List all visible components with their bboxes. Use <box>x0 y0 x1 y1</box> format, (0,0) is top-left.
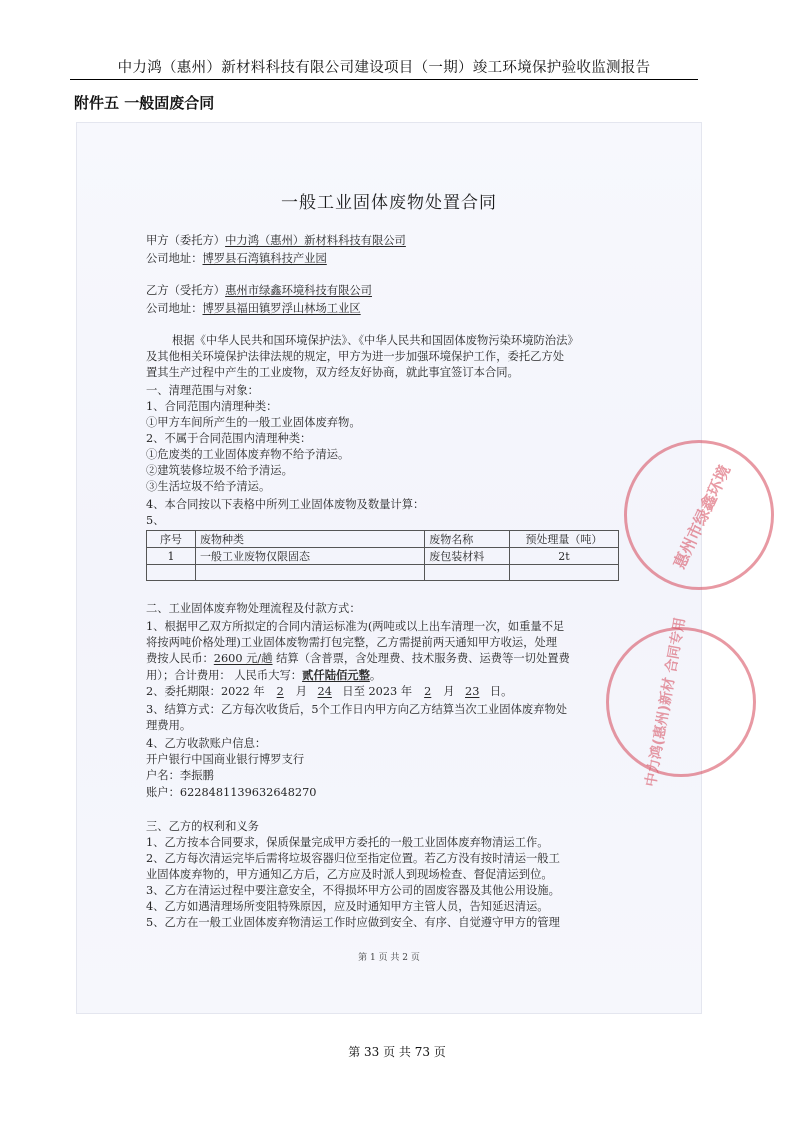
party-b-name: 惠州市绿鑫环境科技有限公司 <box>225 284 372 297</box>
fee-prefix: 费按人民币： <box>146 652 214 665</box>
settlement-line: 理费用。 <box>146 719 192 732</box>
col-header-name: 废物名称 <box>425 531 510 548</box>
term-day-end: 23 <box>465 685 480 698</box>
report-header: 中力鸿（惠州）新材料科技有限公司建设项目（一期）竣工环境保护验收监测报告 <box>117 60 651 76</box>
term-day-start: 24 <box>317 685 332 698</box>
section2-line: 1、根据甲乙双方所拟定的合同内清运标准为(两吨或以上出车清理一次，如重量不足 <box>146 620 565 633</box>
section1-item: ①危废类的工业固体废弃物不给予清运。 <box>146 448 350 461</box>
col-header-qty: 预处理量（吨） <box>509 531 618 548</box>
party-b-line <box>146 284 372 298</box>
fee-amount: 2600 元/趟 <box>213 652 273 665</box>
section1-item: 2、不属于合同范围内清理种类： <box>146 432 312 445</box>
term-month-start: 2 <box>276 685 284 698</box>
section3-item: 2、乙方每次清运完毕后需将垃圾容器归位至指定位置。若乙方没有按时清运一般工 <box>146 852 560 865</box>
section2-title: 二、工业固体废弃物处理流程及付款方式： <box>146 602 361 615</box>
section1-item: ①甲方车间所产生的一般工业固体废弃物。 <box>146 416 361 429</box>
section1-item: 1、合同范围内清理种类： <box>146 400 278 413</box>
section3-item: 4、乙方如遇清理场所变阻特殊原因，应及时通知甲方主管人员，告知延迟清运。 <box>146 900 549 913</box>
page-number: 第 33 页 共 73 页 <box>348 1045 446 1059</box>
col-header-type: 废物种类 <box>195 531 424 548</box>
preamble-line: 根据《中华人民共和国环境保护法》、《中华人民共和国固体废物污染环境防治法》 <box>172 334 579 347</box>
term-month-end: 2 <box>424 685 432 698</box>
total-prefix: 用）；合计费用： 人民币大写： <box>146 669 303 682</box>
term-prefix: 2、委托期限： <box>146 685 221 698</box>
table-row <box>147 548 619 565</box>
party-a-address-label: 公司地址： <box>146 252 203 265</box>
preamble-line: 及其他相关环境保护法律法规的规定，甲方为进一步加强环境保护工作，委托乙方处 <box>146 350 564 363</box>
stamp-text: 中力鸿(惠州)新材 合同专用 <box>643 616 689 789</box>
section1-title: 一、清理范围与对象： <box>146 384 259 397</box>
waste-table-header <box>147 531 619 548</box>
preamble-line: 置其生产过程中产生的工业废物，双方经友好协商，就此事宜签订本合同。 <box>146 366 519 379</box>
scanned-contract-page <box>76 122 735 1014</box>
total-suffix: 。 <box>369 669 382 682</box>
section1-item: ②建筑装修垃圾不给予清运。 <box>146 464 293 477</box>
party-b-address: 博罗县福田镇罗浮山林场工业区 <box>202 302 361 315</box>
section3-title: 三、乙方的权利和义务 <box>146 820 259 833</box>
contract-seal-stamp <box>606 616 756 789</box>
bank-name: 开户银行中国商业银行博罗支行 <box>146 753 305 766</box>
waste-table <box>146 530 619 581</box>
term-line: 2、委托期限：2022 年 2 月 24 日至 2023 年 2 月 23 日。 <box>146 685 513 698</box>
fee-suffix: 结算（含普票，含处理费、技术服务费、运费等一切处置费 <box>272 652 570 665</box>
party-a-address: 博罗县石湾镇科技产业园 <box>202 252 327 265</box>
account-title: 4、乙方收款账户信息： <box>146 737 267 750</box>
party-a-name: 中力鸿（惠州）新材料科技有限公司 <box>225 234 406 247</box>
total-line <box>146 668 381 683</box>
party-b-address-label: 公司地址： <box>146 302 203 315</box>
account-holder: 户名：李振鹏 <box>146 769 214 782</box>
company-seal-stamp <box>624 440 774 590</box>
section1-item: 4、本合同按以下表格中所列工业固体废物及数量计算： <box>146 498 425 511</box>
fee-line <box>146 652 570 666</box>
cell-qty: 2t <box>509 548 618 565</box>
header-rule <box>70 79 698 80</box>
section1-item: ③生活垃圾不给予清运。 <box>146 480 271 493</box>
account-number: 账户：6228481139632648270 <box>146 786 317 799</box>
section3-item: 1、乙方按本合同要求，保质保量完成甲方委托的一般工业固体废弃物清运工作。 <box>146 836 549 849</box>
cell-no: 1 <box>147 548 196 565</box>
annex-title: 附件五 一般固废合同 <box>74 94 215 112</box>
col-header-no: 序号 <box>147 531 196 548</box>
party-b-label: 乙方（受托方） <box>146 284 226 297</box>
party-a-label: 甲方（委托方） <box>146 234 226 247</box>
term-year-end: 2023 <box>368 685 398 698</box>
cell-name: 废包装材料 <box>425 548 510 565</box>
party-b-address-line <box>146 302 361 316</box>
party-a-line <box>146 234 406 248</box>
stamp-text: 惠州市绿鑫环境 <box>669 462 735 572</box>
section3-item: 业固体废弃物的，甲方通知乙方后，乙方应及时派人到现场检查、督促清运到位。 <box>146 868 553 881</box>
settlement-line: 3、结算方式：乙方每次收货后，5个工作日内甲方向乙方结算当次工业固体废弃物处 <box>146 703 568 716</box>
section1-item: 5、 <box>146 514 165 527</box>
contract-page-footer: 第 1 页 共 2 页 <box>358 953 420 963</box>
contract-title: 一般工业固体废物处置合同 <box>281 193 497 213</box>
total-amount: 贰仟陆佰元整 <box>302 668 370 682</box>
cell-type: 一般工业废物仅限固态 <box>195 548 424 565</box>
section2-line: 将按两吨价格处理)工业固体废物需打包完整，乙方需提前两天通知甲方收运，处理 <box>146 636 558 649</box>
section3-item: 5、乙方在一般工业固体废弃物清运工作时应做到安全、有序、自觉遵守甲方的管理 <box>146 916 560 929</box>
section3-item: 3、乙方在清运过程中要注意安全，不得损坏甲方公司的固废容器及其他公用设施。 <box>146 884 560 897</box>
term-year-start: 2022 <box>220 685 250 698</box>
party-a-address-line <box>146 252 327 266</box>
table-row-empty <box>147 565 619 581</box>
